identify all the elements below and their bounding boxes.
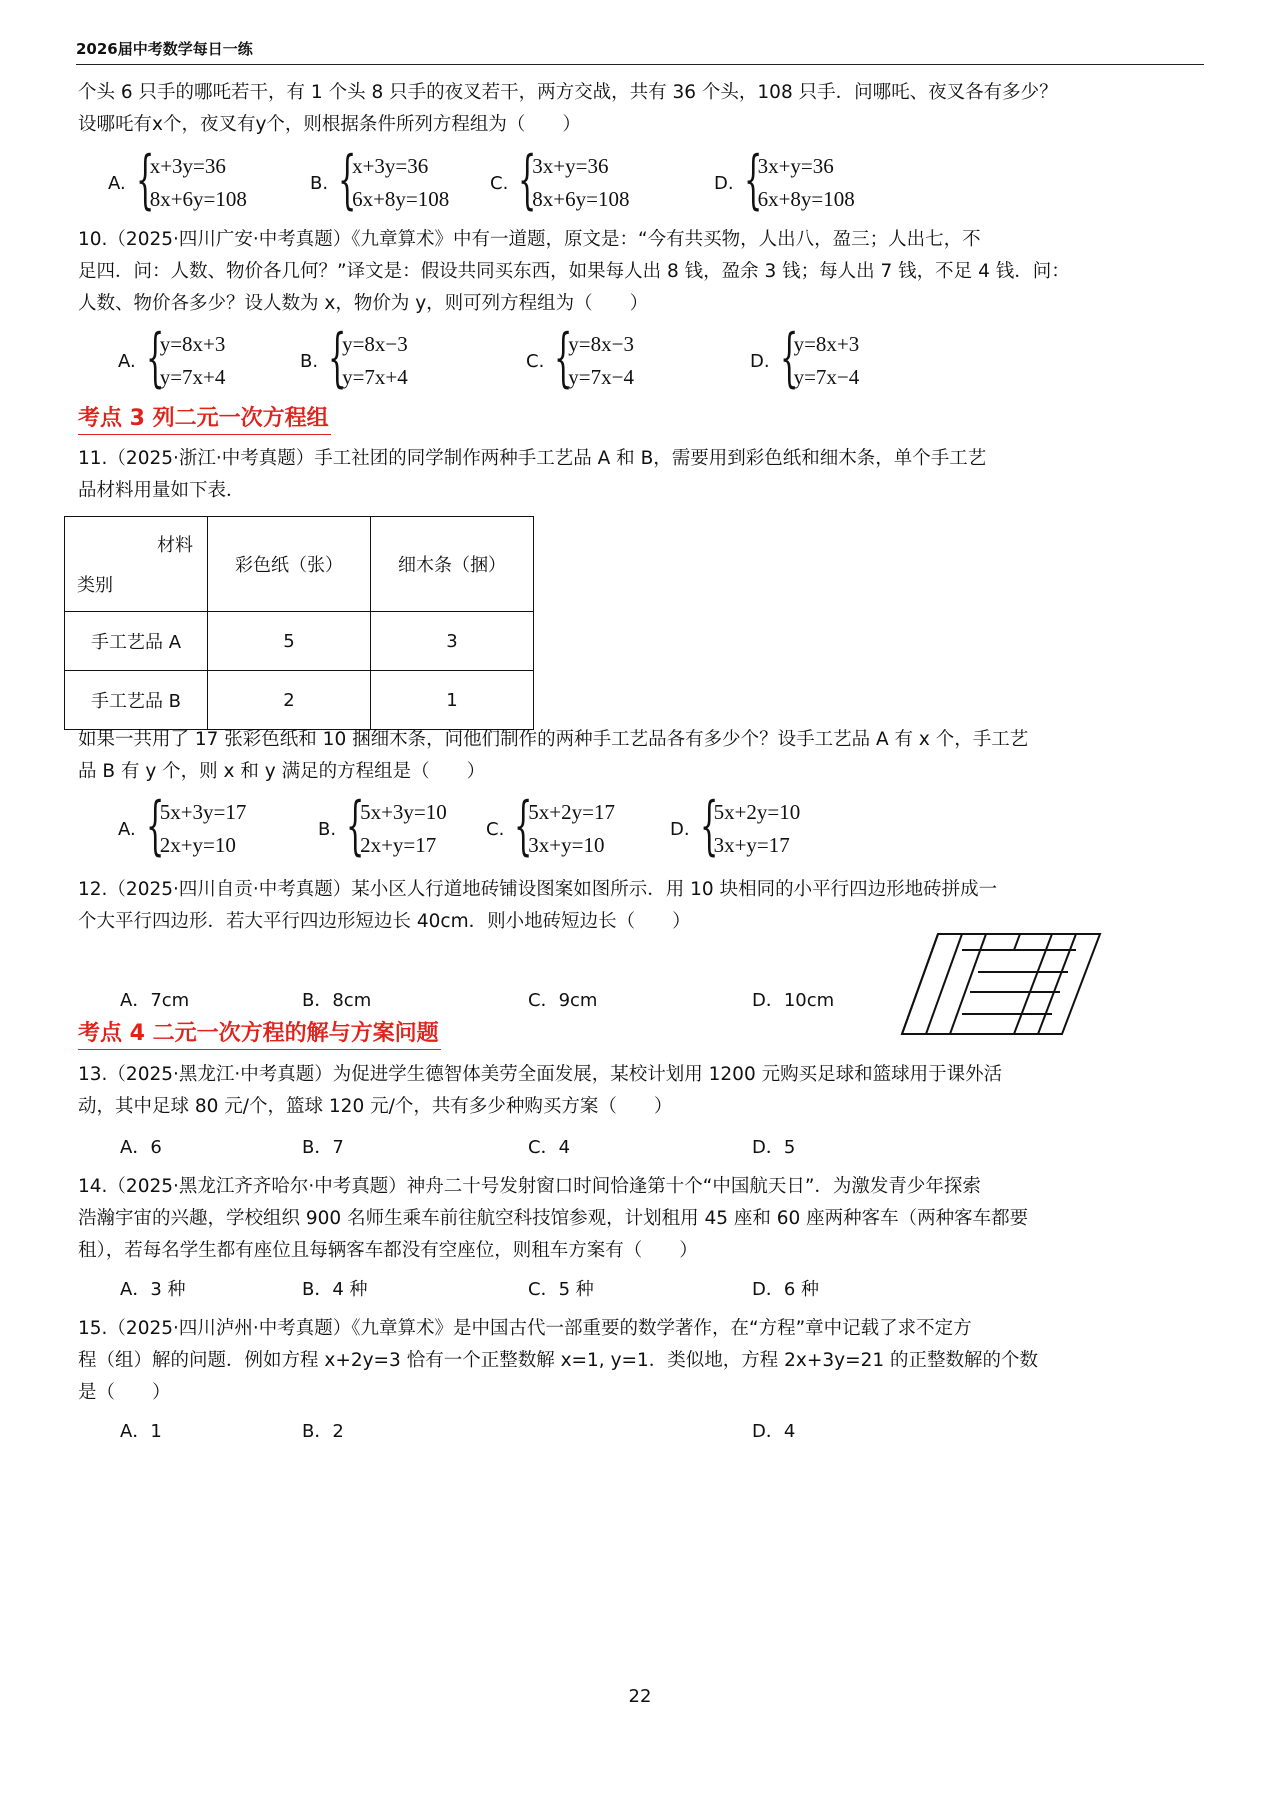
q12-line-1: 12.（2025·四川自贡·中考真题）某小区人行道地砖铺设图案如图所示．用 10 块相同的小平行四边形地砖拼成一: [78, 879, 998, 900]
q13-option-b[interactable]: B．7: [302, 1137, 344, 1158]
table-cell: 1: [371, 671, 534, 730]
eq1: y=8x−3: [568, 332, 634, 356]
eq2: 6x+8y=108: [352, 187, 450, 211]
q15-line-1: 15.（2025·四川泸州·中考真题）《九章算术》是中国古代一部重要的数学著作，在“方程”章中记载了求不定方: [78, 1318, 972, 1339]
eq2: 3x+y=10: [528, 833, 605, 857]
q11-option-b[interactable]: B. { 5x+3y=10 2x+y=17: [318, 789, 447, 863]
q14-option-a[interactable]: A．3 种: [120, 1279, 186, 1300]
brace-icon: {: [779, 321, 798, 395]
eq2: y=7x+4: [342, 365, 408, 389]
q10-line-1: 10.（2025·四川广安·中考真题）《九章算术》中有一道题，原文是：“今有共买物，人出八，盈三；人出七，不: [78, 229, 981, 250]
eq2: 2x+y=10: [159, 833, 236, 857]
eq1: 3x+y=36: [532, 154, 609, 178]
eq2: 3x+y=17: [713, 833, 790, 857]
q12-option-c[interactable]: C．9cm: [528, 990, 598, 1011]
q10-line-3: 人数、物价各多少？设人数为 x，物价为 y，则可列方程组为（ ）: [78, 293, 649, 314]
brace-icon: {: [554, 321, 573, 395]
q15-line-3: 是（ ）: [78, 1382, 171, 1403]
brace-icon: {: [338, 143, 357, 217]
q9-line-1: 个头 6 只手的哪吒若干，有 1 个头 8 只手的夜叉若干，两方交战，共有 36 个头，108 只手．问哪吒、夜叉各有多少？: [78, 82, 1058, 103]
q13-option-d[interactable]: D．5: [752, 1137, 796, 1158]
q10-option-d[interactable]: D. { y=8x+3 y=7x−4: [750, 321, 860, 395]
brace-icon: {: [346, 789, 365, 863]
eq1: 5x+3y=10: [360, 800, 447, 824]
q14-option-d[interactable]: D．6 种: [752, 1279, 820, 1300]
q14-option-c[interactable]: C．5 种: [528, 1279, 594, 1300]
q12-option-a[interactable]: A．7cm: [120, 990, 190, 1011]
q10-option-a[interactable]: A. { y=8x+3 y=7x+4: [118, 321, 226, 395]
q11-line-3: 如果一共用了 17 张彩色纸和 10 捆细木条，问他们制作的两种手工艺品各有多少个？设手工艺品 A 有 x 个，手工艺: [78, 729, 1029, 750]
q12-line-2: 个大平行四边形．若大平行四边形短边长 40cm．则小地砖短边长（ ）: [78, 911, 691, 932]
q10-option-b[interactable]: B. { y=8x−3 y=7x+4: [300, 321, 408, 395]
table-header-row: [65, 517, 534, 612]
q9-option-c[interactable]: C. { 3x+y=36 8x+6y=108: [490, 143, 630, 217]
eq1: 5x+2y=10: [713, 800, 801, 824]
q12-option-d[interactable]: D．10cm: [752, 990, 835, 1011]
brace-icon: {: [135, 143, 155, 217]
brace-icon: {: [145, 789, 165, 863]
table-row-header: 手工艺品 A: [65, 612, 208, 671]
q14-option-b[interactable]: B．4 种: [302, 1279, 368, 1300]
eq1: y=8x+3: [159, 332, 226, 356]
q13-line-1: 13.（2025·黑龙江·中考真题）为促进学生德智体美劳全面发展，某校计划用 1200 元购买足球和篮球用于课外活: [78, 1064, 1003, 1085]
eq1: y=8x−3: [342, 332, 408, 356]
materials-table: [64, 516, 534, 730]
brace-icon: {: [145, 321, 165, 395]
eq2: 6x+8y=108: [757, 187, 855, 211]
eq1: 5x+2y=17: [528, 800, 615, 824]
q9-option-a[interactable]: A. { x+3y=36 8x+6y=108: [108, 143, 247, 217]
eq1: y=8x+3: [793, 332, 860, 356]
q11-line-4: 品 B 有 y 个，则 x 和 y 满足的方程组是（ ）: [78, 761, 486, 782]
brace-icon: {: [518, 143, 537, 217]
q11-option-d[interactable]: D. { 5x+2y=10 3x+y=17: [670, 789, 801, 863]
q10-line-2: 足四．问：人数、物价各几何？”译文是：假设共同买东西，如果每人出 8 钱，盈余 3 钱；每人出 7 钱，不足 4 钱．问：: [78, 261, 1070, 282]
page-header: 2026届中考数学每日一练: [76, 40, 253, 58]
q12-option-b[interactable]: B．8cm: [302, 990, 372, 1011]
q13-option-c[interactable]: C．4: [528, 1137, 571, 1158]
q15-option-a[interactable]: A．1: [120, 1421, 162, 1442]
page-number: 22: [628, 1686, 652, 1707]
q11-line-1: 11.（2025·浙江·中考真题）手工社团的同学制作两种手工艺品 A 和 B，需要用到彩色纸和细木条，单个手工艺: [78, 448, 987, 469]
eq2: y=7x−4: [793, 365, 860, 389]
eq1: 5x+3y=17: [159, 800, 247, 824]
q9-option-b[interactable]: B. { x+3y=36 6x+8y=108: [310, 143, 450, 217]
eq2: 8x+6y=108: [532, 187, 630, 211]
table-cell: 2: [208, 671, 371, 730]
q15-option-b[interactable]: B．2: [302, 1421, 344, 1442]
q14-line-2: 浩瀚宇宙的兴趣，学校组织 900 名师生乘车前往航空科技馆参观，计划租用 45 座和 60 座两种客车（两种客车都要: [78, 1208, 1029, 1229]
q13-line-2: 动，其中足球 80 元/个，篮球 120 元/个，共有多少种购买方案（ ）: [78, 1096, 673, 1117]
table-row-header: 手工艺品 B: [65, 671, 208, 730]
brace-icon: {: [699, 789, 718, 863]
table-cell: 5: [208, 612, 371, 671]
table-col-header: 细木条（捆）: [371, 517, 534, 612]
table-row: [65, 671, 534, 730]
q15-line-2: 程（组）解的问题．例如方程 x+2y=3 恰有一个正整数解 x=1, y=1．类似地，方程 2x+3y=21 的正整数解的个数: [78, 1350, 1039, 1371]
table-corner-cell: 材料 类别: [65, 517, 208, 612]
brace-icon: {: [743, 143, 762, 217]
eq1: x+3y=36: [149, 154, 226, 178]
brace-icon: {: [514, 789, 533, 863]
table-row: [65, 612, 534, 671]
q11-option-c[interactable]: C. { 5x+2y=17 3x+y=10: [486, 789, 615, 863]
section-heading-3: 考点 3 列二元一次方程组: [78, 404, 331, 435]
table-col-header: 彩色纸（张）: [208, 517, 371, 612]
q11-line-2: 品材料用量如下表．: [78, 480, 245, 501]
eq2: 2x+y=17: [360, 833, 437, 857]
header-rule: [76, 64, 1204, 65]
q10-option-c[interactable]: C. { y=8x−3 y=7x−4: [526, 321, 634, 395]
table-cell: 3: [371, 612, 534, 671]
q9-option-d[interactable]: D. { 3x+y=36 6x+8y=108: [714, 143, 855, 217]
q15-option-d[interactable]: D．4: [752, 1421, 796, 1442]
q14-line-1: 14.（2025·黑龙江齐齐哈尔·中考真题）神舟二十号发射窗口时间恰逢第十个“中国航天日”．为激发青少年探索: [78, 1176, 981, 1197]
brace-icon: {: [328, 321, 347, 395]
eq1: 3x+y=36: [757, 154, 834, 178]
eq1: x+3y=36: [352, 154, 429, 178]
q13-option-a[interactable]: A．6: [120, 1137, 162, 1158]
parallelogram-tile-figure: [900, 930, 1110, 1040]
eq2: y=7x−4: [568, 365, 634, 389]
q9-line-2: 设哪吒有x个，夜叉有y个，则根据条件所列方程组为（ ）: [78, 114, 581, 135]
eq2: y=7x+4: [159, 365, 226, 389]
q14-line-3: 租），若每名学生都有座位且每辆客车都没有空座位，则租车方案有（ ）: [78, 1240, 698, 1261]
q11-option-a[interactable]: A. { 5x+3y=17 2x+y=10: [118, 789, 247, 863]
section-heading-4: 考点 4 二元一次方程的解与方案问题: [78, 1019, 441, 1050]
eq2: 8x+6y=108: [149, 187, 247, 211]
